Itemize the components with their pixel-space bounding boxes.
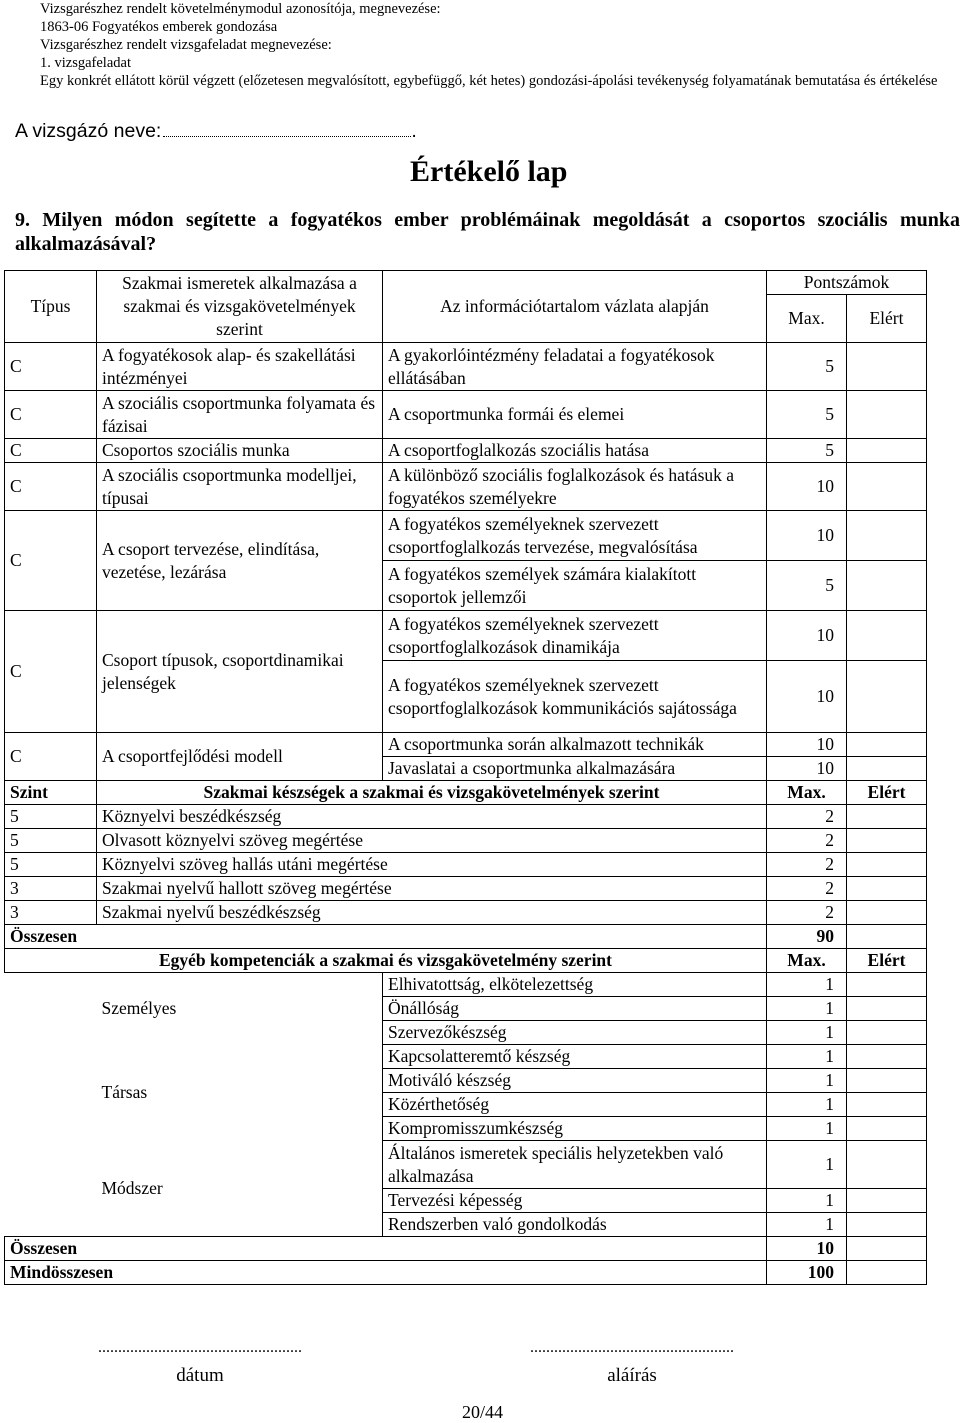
type-cell: C: [5, 343, 97, 391]
header-points: Pontszámok: [767, 271, 927, 295]
table-row: [5, 463, 927, 511]
table-row: [5, 877, 927, 901]
type-cell: C: [5, 511, 97, 611]
table-row: [5, 391, 927, 439]
competency-name: Szervezőkészség: [383, 1021, 767, 1045]
score-cell[interactable]: [847, 1117, 927, 1141]
max-cell: 2: [767, 853, 847, 877]
competency-name: Rendszerben való gondolkodás: [383, 1213, 767, 1237]
max-cell: 1: [767, 1141, 847, 1189]
skills-level-header: Szint: [5, 781, 97, 805]
examinee-end: .: [411, 120, 417, 142]
grand-total-value: 100: [767, 1261, 847, 1285]
score-cell[interactable]: [847, 611, 927, 661]
table-row: [5, 1141, 927, 1189]
skill-name: Köznyelvi beszédkészség: [97, 805, 767, 829]
score-cell[interactable]: [847, 1045, 927, 1069]
date-signature-block: [98, 1339, 302, 1387]
table-row: [5, 1045, 927, 1069]
score-cell[interactable]: [847, 511, 927, 561]
info-cell: A csoportmunka formái és elemei: [383, 391, 767, 439]
max-cell: 1: [767, 973, 847, 997]
type-cell: C: [5, 463, 97, 511]
module-label: Vizsgarészhez rendelt követelménymodul azonosítója, megnevezése:: [40, 1, 441, 17]
table-row: [5, 343, 927, 391]
max-cell: 1: [767, 1093, 847, 1117]
table-row: [5, 733, 927, 757]
info-cell: A fogyatékos személyeknek szervezett csoportfoglalkozás tervezése, megvalósítása: [383, 511, 767, 561]
competency-name: Önállóság: [383, 997, 767, 1021]
skills-max-header: Max.: [767, 781, 847, 805]
subtotal-score[interactable]: [847, 925, 927, 949]
info-cell: Javaslatai a csoportmunka alkalmazására: [383, 757, 767, 781]
competency-name: Közérthetőség: [383, 1093, 767, 1117]
subtotal-value: 90: [767, 925, 847, 949]
table-header-row: [5, 271, 927, 295]
score-cell[interactable]: [847, 853, 927, 877]
page-title: Értékelő lap: [410, 155, 568, 188]
competencies-header-row: [5, 949, 927, 973]
max-cell: 10: [767, 661, 847, 733]
max-cell: 2: [767, 829, 847, 853]
score-cell[interactable]: [847, 463, 927, 511]
skill-name: Köznyelvi szöveg hallás utáni megértése: [97, 853, 767, 877]
max-cell: 1: [767, 1069, 847, 1093]
knowledge-cell: A szociális csoportmunka modelljei, típusai: [97, 463, 383, 511]
skill-name: Szakmai nyelvű hallott szöveg megértése: [97, 877, 767, 901]
type-cell: C: [5, 391, 97, 439]
question-text: 9. Milyen módon segítette a fogyatékos ember problémáinak megoldását a csoportos szociális munka alkalmazásával?: [15, 209, 960, 255]
level-cell: 3: [5, 877, 97, 901]
document-header: [40, 0, 940, 90]
info-cell: A gyakorlóintézmény feladatai a fogyatékosok ellátásában: [383, 343, 767, 391]
info-cell: A különböző szociális foglalkozások és hatásuk a fogyatékos személyekre: [383, 463, 767, 511]
max-cell: 2: [767, 805, 847, 829]
header-elert: Elért: [847, 295, 927, 343]
score-cell[interactable]: [847, 1213, 927, 1237]
signature-block: [530, 1339, 734, 1387]
header-info: Az információtartalom vázlata alapján: [383, 271, 767, 343]
max-cell: 5: [767, 343, 847, 391]
score-cell[interactable]: [847, 343, 927, 391]
score-cell[interactable]: [847, 877, 927, 901]
task-label: Vizsgarészhez rendelt vizsgafeladat megnevezése:: [40, 37, 332, 53]
level-cell: 5: [5, 805, 97, 829]
subtotal-value: 10: [767, 1237, 847, 1261]
max-cell: 10: [767, 463, 847, 511]
max-cell: 10: [767, 733, 847, 757]
max-cell: 10: [767, 511, 847, 561]
blank-cell: [5, 1045, 97, 1141]
info-cell: A fogyatékos személyek számára kialakított csoportok jellemzői: [383, 561, 767, 611]
header-tipus: Típus: [5, 271, 97, 343]
subtotal-row: [5, 1237, 927, 1261]
examinee-label: A vizsgázó neve:: [15, 120, 162, 142]
info-cell: A fogyatékos személyeknek szervezett csoportfoglalkozások dinamikája: [383, 611, 767, 661]
knowledge-cell: Csoport típusok, csoportdinamikai jelenségek: [97, 611, 383, 733]
score-cell[interactable]: [847, 661, 927, 733]
type-cell: C: [5, 611, 97, 733]
info-cell: A csoportmunka során alkalmazott technikák: [383, 733, 767, 757]
competency-name: Általános ismeretek speciális helyzetekben való alkalmazása: [383, 1141, 767, 1189]
score-cell[interactable]: [847, 1093, 927, 1117]
knowledge-cell: A szociális csoportmunka folyamata és fázisai: [97, 391, 383, 439]
knowledge-cell: Csoportos szociális munka: [97, 439, 383, 463]
score-cell[interactable]: [847, 997, 927, 1021]
competency-name: Motiváló készség: [383, 1069, 767, 1093]
skills-title: Szakmai készségek a szakmai és vizsgakövetelmények szerint: [97, 781, 767, 805]
max-cell: 2: [767, 877, 847, 901]
subtotal-label: Összesen: [5, 925, 767, 949]
header-max: Max.: [767, 295, 847, 343]
skill-name: Szakmai nyelvű beszédkészség: [97, 901, 767, 925]
task-number: 1. vizsgafeladat: [40, 55, 131, 71]
evaluation-table: [4, 270, 927, 1285]
max-cell: 10: [767, 757, 847, 781]
competency-name: Tervezési képesség: [383, 1189, 767, 1213]
score-cell[interactable]: [847, 1189, 927, 1213]
max-cell: 1: [767, 1213, 847, 1237]
max-cell: 1: [767, 1117, 847, 1141]
competency-group-social: Társas: [101, 1082, 148, 1102]
score-cell[interactable]: [847, 805, 927, 829]
signature-field[interactable]: ...................................................: [530, 1339, 734, 1356]
score-cell[interactable]: [847, 829, 927, 853]
examinee-name-field[interactable]: [163, 135, 411, 137]
type-cell: C: [5, 733, 97, 781]
max-cell: 5: [767, 439, 847, 463]
score-cell[interactable]: [847, 391, 927, 439]
max-cell: 5: [767, 391, 847, 439]
knowledge-cell: A csoportfejlődési modell: [97, 733, 383, 781]
grand-total-row: [5, 1261, 927, 1285]
skills-elert-header: Elért: [847, 781, 927, 805]
score-cell[interactable]: [847, 439, 927, 463]
table-row: [5, 853, 927, 877]
max-cell: 5: [767, 561, 847, 611]
module-name: 1863-06 Fogyatékos emberek gondozása: [40, 19, 278, 35]
score-cell[interactable]: [847, 1069, 927, 1093]
task-description: Egy konkrét ellátott körül végzett (előzetesen megvalósított, egybefüggő, két hetes) gondozási-ápolási tevékenység folyamatának bemutatása és értékelése: [40, 73, 938, 89]
subtotal-row: [5, 925, 927, 949]
max-cell: 2: [767, 901, 847, 925]
signature-label: aláírás: [607, 1365, 657, 1386]
type-cell: C: [5, 439, 97, 463]
competencies-max-header: Max.: [767, 949, 847, 973]
date-label: dátum: [176, 1365, 224, 1386]
info-cell: A csoportfoglalkozás szociális hatása: [383, 439, 767, 463]
table-row: [5, 439, 927, 463]
score-cell[interactable]: [847, 973, 927, 997]
table-row: [5, 805, 927, 829]
blank-cell: [5, 1141, 97, 1237]
competency-name: Kompromisszumkészség: [383, 1117, 767, 1141]
score-cell[interactable]: [847, 757, 927, 781]
info-cell: A fogyatékos személyeknek szervezett csoportfoglalkozások kommunikációs sajátossága: [383, 661, 767, 733]
score-cell[interactable]: [847, 1141, 927, 1189]
page-number: 20/44: [462, 1402, 504, 1422]
max-cell: 1: [767, 1189, 847, 1213]
competency-group-personal: Személyes: [101, 998, 177, 1019]
max-cell: 1: [767, 997, 847, 1021]
score-cell[interactable]: [847, 1021, 927, 1045]
knowledge-cell: A fogyatékosok alap- és szakellátási intézményei: [97, 343, 383, 391]
max-cell: 1: [767, 1045, 847, 1069]
competencies-elert-header: Elért: [847, 949, 927, 973]
level-cell: 3: [5, 901, 97, 925]
max-cell: 1: [767, 1021, 847, 1045]
level-cell: 5: [5, 829, 97, 853]
blank-cell: [5, 973, 97, 1045]
examinee-name-line: [15, 120, 417, 143]
competency-group-method: Módszer: [101, 1177, 163, 1198]
table-row: [5, 901, 927, 925]
table-row: [5, 611, 927, 661]
header-knowledge: Szakmai ismeretek alkalmazása a szakmai és vizsgakövetelmények szerint: [97, 271, 383, 343]
table-row: [5, 829, 927, 853]
date-field[interactable]: ...................................................: [98, 1339, 302, 1356]
competency-name: Kapcsolatteremtő készség: [383, 1045, 767, 1069]
competencies-title: Egyéb kompetenciák a szakmai és vizsgakövetelmény szerint: [5, 949, 767, 973]
knowledge-cell: A csoport tervezése, elindítása, vezetése, lezárása: [97, 511, 383, 611]
score-cell[interactable]: [847, 733, 927, 757]
skills-header-row: [5, 781, 927, 805]
subtotal-label: Összesen: [5, 1237, 767, 1261]
grand-total-score[interactable]: [847, 1261, 927, 1285]
score-cell[interactable]: [847, 901, 927, 925]
level-cell: 5: [5, 853, 97, 877]
skill-name: Olvasott köznyelvi szöveg megértése: [97, 829, 767, 853]
competency-name: Elhivatottság, elkötelezettség: [383, 973, 767, 997]
subtotal-score[interactable]: [847, 1237, 927, 1261]
grand-total-label: Mindösszesen: [5, 1261, 767, 1285]
table-row: [5, 511, 927, 561]
max-cell: 10: [767, 611, 847, 661]
table-row: [5, 973, 927, 997]
score-cell[interactable]: [847, 561, 927, 611]
